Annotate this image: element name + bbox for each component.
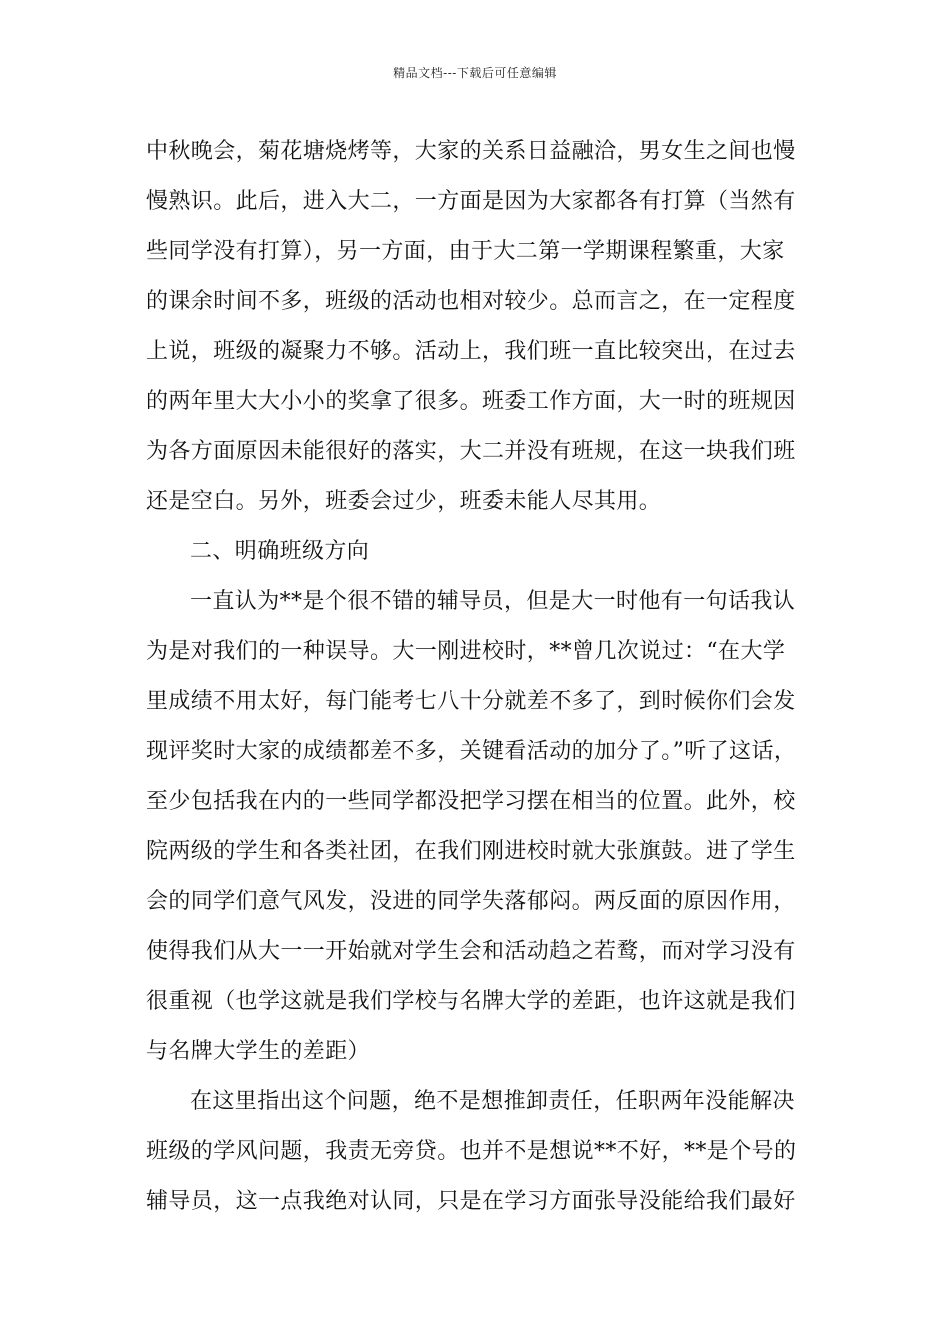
text-line: 还是空白。另外，班委会过少，班委未能人尽其用。: [146, 489, 662, 514]
text-line: 使得我们从大一一开始就对学生会和活动趋之若鹜，而对学习没有: [146, 939, 796, 964]
text-line: 在这里指出这个问题，绝不是想推卸责任，任职两年没能解决: [190, 1089, 795, 1114]
text-line: 的课余时间不多，班级的活动也相对较少。总而言之，在一定程度: [146, 289, 796, 314]
text-line: 班级的学风问题，我责无旁贷。也并不是想说**不好，**是个号的: [146, 1139, 797, 1164]
document-body: [146, 127, 814, 1227]
text-line: 上说，班级的凝聚力不够。活动上，我们班一直比较突出，在过去: [146, 339, 796, 364]
text-line: 很重视（也学这就是我们学校与名牌大学的差距，也许这就是我们: [146, 989, 796, 1014]
text-line: 辅导员，这一点我绝对认同，只是在学习方面张导没能给我们最好: [146, 1189, 796, 1214]
text-line: 现评奖时大家的成绩都差不多，关键看活动的加分了。”听了这话，: [146, 739, 797, 764]
paragraph-counselor-advice: [146, 577, 814, 1077]
text-line: 中秋晚会，菊花塘烧烤等，大家的关系日益融洽，男女生之间也慢: [146, 139, 796, 164]
text-line: 院两级的学生和各类社团，在我们刚进校时就大张旗鼓。进了学生: [146, 839, 796, 864]
text-line: 些同学没有打算），另一方面，由于大二第一学期课程繁重，大家: [146, 239, 785, 264]
section-heading: [146, 527, 814, 577]
paragraph-responsibility: [146, 1077, 814, 1227]
page-header: 精品文档---下载后可任意编辑: [393, 66, 557, 80]
text-line: 里成绩不用太好，每门能考七八十分就差不多了，到时候你们会发: [146, 689, 796, 714]
paragraph-class-overview: [146, 127, 814, 527]
text-line: 二、明确班级方向: [190, 539, 370, 564]
text-line: 一直认为**是个很不错的辅导员，但是大一时他有一句话我认: [190, 589, 796, 614]
text-line: 与名牌大学生的差距）: [146, 1039, 371, 1064]
text-line: 为是对我们的一种误导。大一刚进校时，**曾几次说过：“在大学: [146, 639, 786, 664]
text-line: 会的同学们意气风发，没进的同学失落郁闷。两反面的原因作用，: [146, 889, 796, 914]
text-line: 的两年里大大小小的奖拿了很多。班委工作方面，大一时的班规因: [146, 389, 796, 414]
text-line: 慢熟识。此后，进入大二，一方面是因为大家都各有打算（当然有: [146, 189, 796, 214]
text-line: 至少包括我在内的一些同学都没把学习摆在相当的位置。此外，校: [146, 789, 796, 814]
text-line: 为各方面原因未能很好的落实，大二并没有班规，在这一块我们班: [146, 439, 796, 464]
